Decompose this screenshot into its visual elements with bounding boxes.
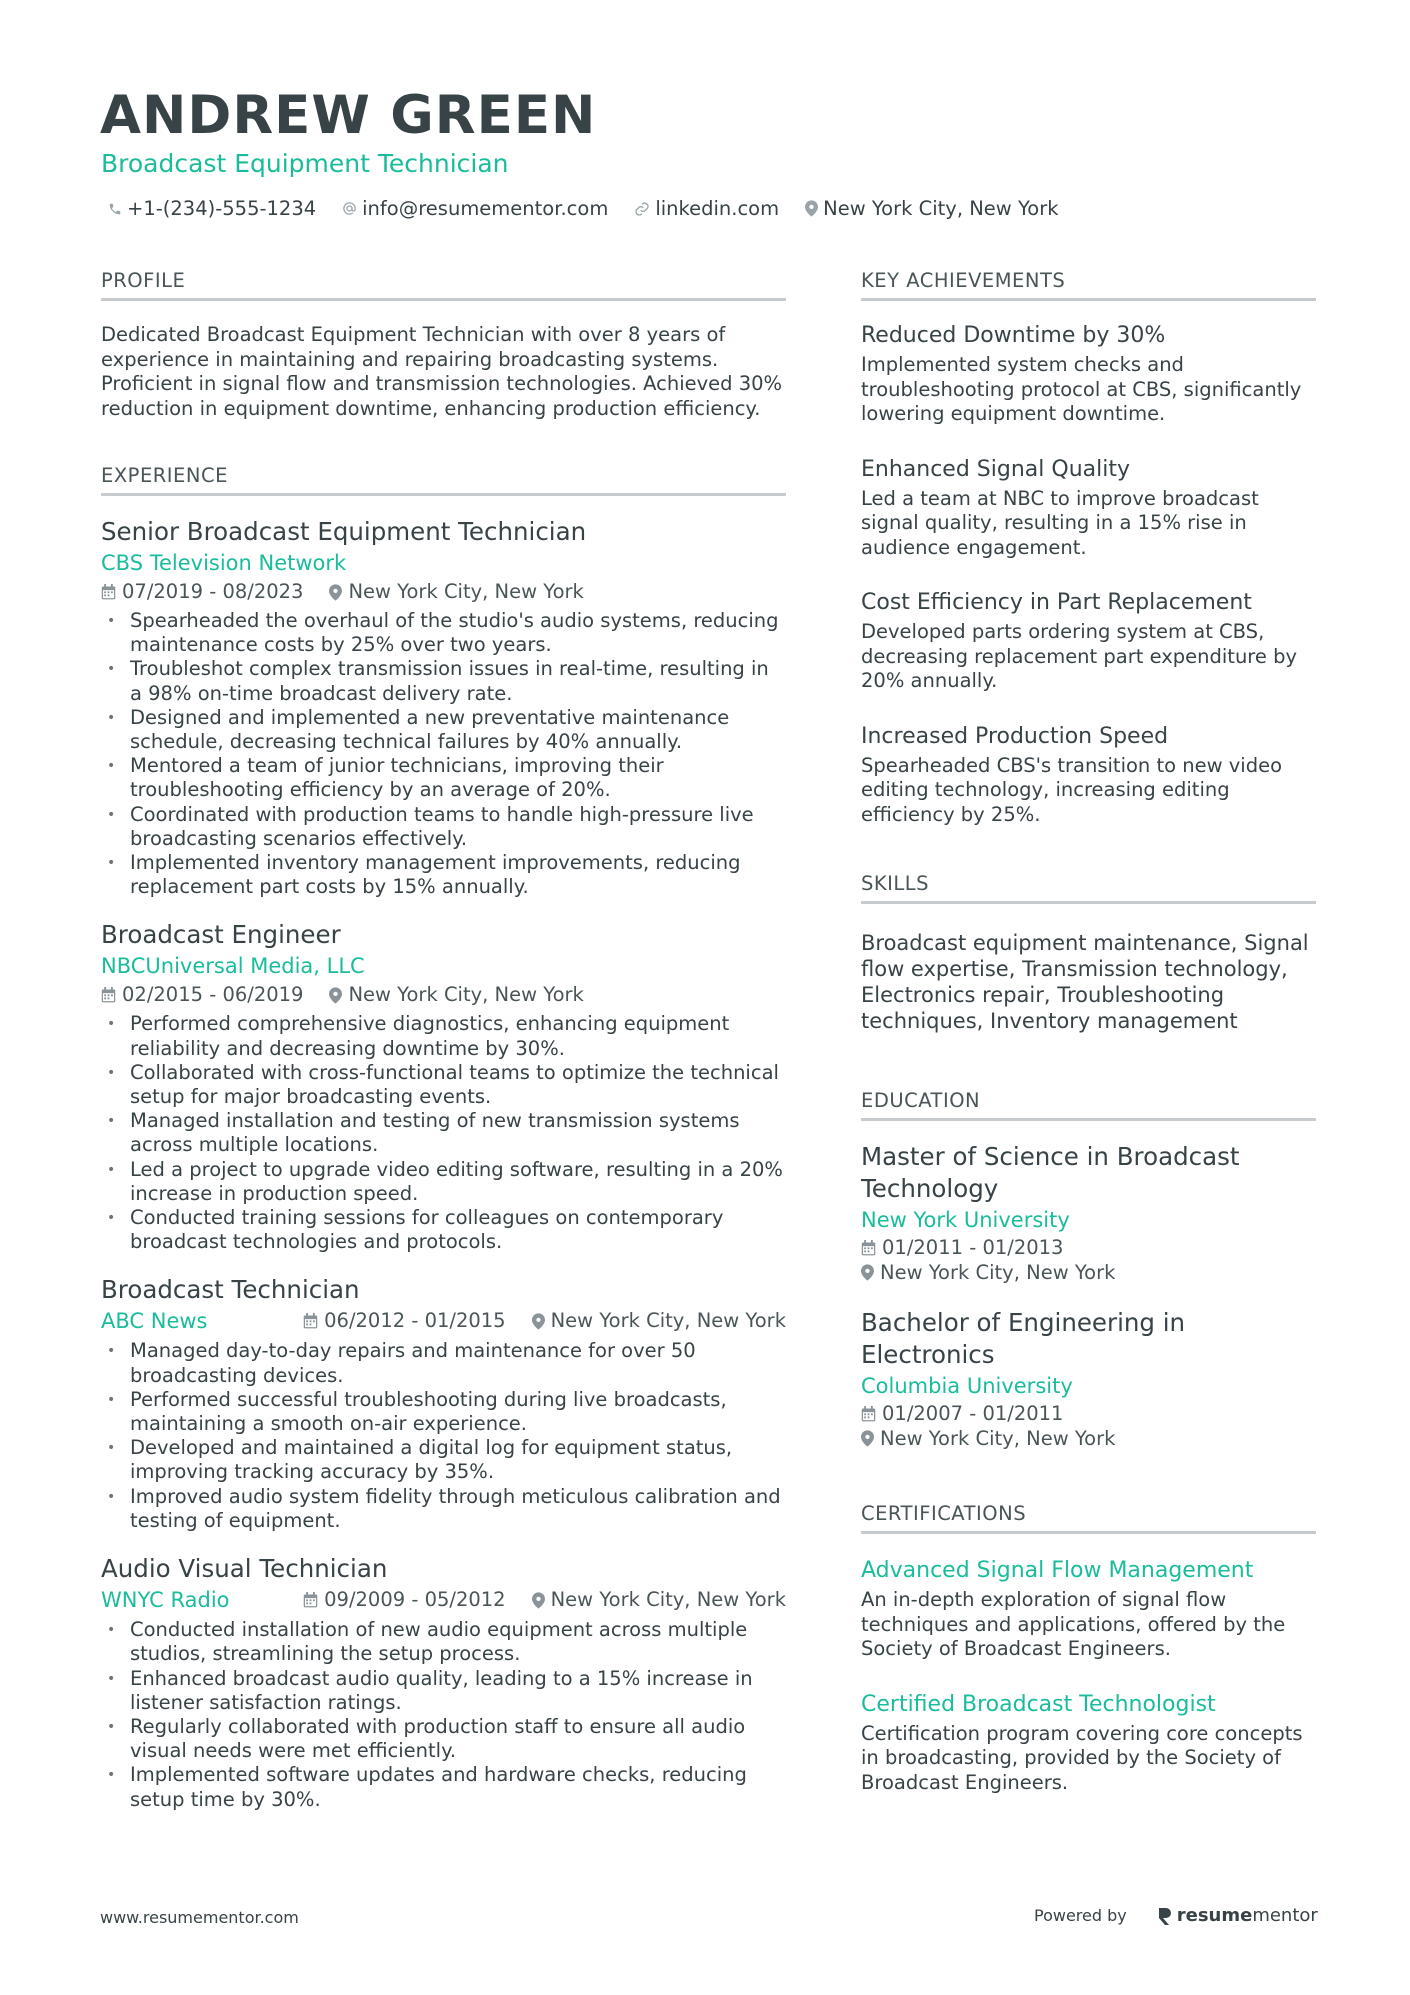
- section-heading-education: EDUCATION: [861, 1088, 1316, 1121]
- job-bullet: • Regularly collaborated with production staff to ensure all audio visual needs were met efficiently.: [101, 1715, 786, 1763]
- job-bullet: • Conducted installation of new audio equipment across multiple studios, streamlining the setup process.: [101, 1618, 786, 1666]
- job-title: Senior Broadcast Equipment Technician: [101, 517, 587, 546]
- job-bullet: • Mentored a team of junior technicians, improving their troubleshooting efficiency by an average of 20%.: [101, 754, 786, 802]
- job-location: New York City, New York: [348, 580, 584, 603]
- resumementor-logo-icon: [1157, 1906, 1173, 1926]
- education-location: New York City, New York: [880, 1261, 1116, 1284]
- achievements-section: [861, 268, 1316, 827]
- candidate-title: Broadcast Equipment Technician: [101, 149, 509, 178]
- achievement-title: Reduced Downtime by 30%: [861, 323, 1166, 348]
- job-bullet: • Developed and maintained a digital log for equipment status, improving tracking accuracy by 35%.: [101, 1436, 786, 1484]
- job-bullet: • Spearheaded the overhaul of the studio's audio systems, reducing maintenance costs by 25% over two years.: [101, 609, 786, 657]
- section-heading-certifications: CERTIFICATIONS: [861, 1501, 1316, 1534]
- calendar-icon: [303, 1592, 318, 1608]
- job-meta: [101, 1306, 786, 1336]
- certification-desc: An in-depth exploration of signal flow techniques and applications, offered by the Society of Broadcast Engineers.: [861, 1588, 1286, 1660]
- job-bullet: • Designed and implemented a new preventative maintenance schedule, decreasing technical failures by 40% annually.: [101, 706, 786, 754]
- contact-location: [805, 197, 1058, 220]
- job-company: ABC News: [101, 1309, 208, 1334]
- powered-by-label: Powered by: [1034, 1906, 1127, 1925]
- phone-icon: [108, 202, 122, 216]
- achievement-desc: Led a team at NBC to improve broadcast signal quality, resulting in a 15% rise in audience engagement.: [861, 486, 1259, 559]
- achievement-item: [861, 321, 1316, 427]
- job-title: Audio Visual Technician: [101, 1554, 388, 1584]
- job-bullet: • Collaborated with cross-functional teams to optimize the technical setup for major broadcasting events.: [101, 1061, 786, 1109]
- job-entry: [101, 516, 786, 899]
- link-icon: [634, 201, 650, 217]
- job-dates: 07/2019 - 08/2023: [122, 580, 304, 603]
- section-heading-skills: SKILLS: [861, 871, 1316, 904]
- achievement-desc: Implemented system checks and troubleshooting protocol at CBS, significantly lowering equipment downtime.: [861, 353, 1302, 425]
- location-pin-icon: [329, 584, 342, 601]
- skills-section: [861, 871, 1316, 1034]
- profile-text: Dedicated Broadcast Equipment Technician with over 8 years of experience in maintaining and repairing broadcasting systems. Proficient in signal flow and transmission technologies. Achieved 30% reduction in equipment downtime, enhancing production efficiency.: [101, 323, 783, 420]
- job-bullet: • Implemented software updates and hardware checks, reducing setup time by 30%.: [101, 1763, 786, 1811]
- job-meta: [101, 1585, 786, 1615]
- location-pin-icon: [861, 1264, 874, 1281]
- at-icon: [342, 201, 357, 216]
- left-column: [101, 268, 786, 1812]
- education-school: Columbia University: [861, 1374, 1073, 1398]
- location-pin-icon: [532, 1313, 545, 1330]
- job-meta: [101, 981, 786, 1009]
- section-heading-achievements: KEY ACHIEVEMENTS: [861, 268, 1316, 301]
- section-heading-profile: PROFILE: [101, 268, 786, 301]
- calendar-icon: [101, 987, 116, 1003]
- achievement-item: [861, 455, 1316, 561]
- job-bullet: • Performed successful troubleshooting during live broadcasts, maintaining a smooth on-air experience.: [101, 1388, 786, 1436]
- job-company: WNYC Radio: [101, 1588, 230, 1613]
- certification-title: Certified Broadcast Technologist: [861, 1691, 1216, 1717]
- skills-text: Broadcast equipment maintenance, Signal flow expertise, Transmission technology, Electronics repair, Troubleshooting techniques, Inventory management: [861, 931, 1309, 1033]
- calendar-icon: [861, 1406, 876, 1422]
- job-location: New York City, New York: [550, 1588, 786, 1612]
- job-bullets: [101, 1339, 786, 1533]
- achievement-title: Increased Production Speed: [861, 723, 1169, 749]
- education-item: [861, 1141, 1316, 1285]
- linkedin-text: linkedin.com: [655, 197, 780, 220]
- job-entry: [101, 1553, 786, 1812]
- right-column: [861, 268, 1316, 1795]
- contact-linkedin[interactable]: [634, 197, 779, 220]
- job-meta: [101, 578, 786, 606]
- job-bullet: • Managed installation and testing of new transmission systems across multiple locations.: [101, 1109, 786, 1157]
- job-title: Broadcast Engineer: [101, 920, 341, 950]
- job-location: New York City, New York: [550, 1309, 786, 1333]
- brand-name-bold: resume: [1176, 1905, 1253, 1926]
- location-pin-icon: [805, 200, 818, 217]
- job-bullet: • Troubleshot complex transmission issues in real-time, resulting in a 98% on-time broadcast delivery rate.: [101, 657, 786, 705]
- education-dates: 01/2011 - 01/2013: [882, 1236, 1064, 1259]
- calendar-icon: [101, 584, 116, 600]
- achievement-desc: Spearheaded CBS's transition to new video editing technology, increasing editing efficiency by 25%.: [861, 753, 1283, 826]
- job-bullet: • Coordinated with production teams to handle high-pressure live broadcasting scenarios effectively.: [101, 803, 786, 851]
- footer-powered-by: [1034, 1905, 1318, 1926]
- profile-section: [101, 268, 786, 421]
- location-pin-icon: [532, 1592, 545, 1609]
- experience-section: [101, 463, 786, 1812]
- calendar-icon: [303, 1313, 318, 1329]
- phone-text: +1-(234)-555-1234: [127, 197, 317, 220]
- education-school: New York University: [861, 1208, 1070, 1232]
- job-bullet: • Performed comprehensive diagnostics, enhancing equipment reliability and decreasing downtime by 30%.: [101, 1012, 786, 1060]
- achievement-item: [861, 588, 1316, 694]
- job-entry: [101, 919, 786, 1254]
- achievement-title: Enhanced Signal Quality: [861, 456, 1130, 482]
- achievement-title: Cost Efficiency in Part Replacement: [861, 590, 1252, 615]
- certification-item: [861, 1690, 1316, 1796]
- job-bullets: [101, 1012, 786, 1254]
- job-location: New York City, New York: [348, 983, 584, 1007]
- job-bullet: • Implemented inventory management improvements, reducing replacement part costs by 15% annually.: [101, 851, 786, 899]
- location-pin-icon: [861, 1430, 874, 1447]
- education-section: [861, 1088, 1316, 1451]
- job-title: Broadcast Technician: [101, 1275, 360, 1305]
- education-item: [861, 1307, 1316, 1451]
- certification-title: Advanced Signal Flow Management: [861, 1558, 1254, 1583]
- contact-bar: [108, 197, 1085, 220]
- email-text: info@resumementor.com: [362, 197, 609, 220]
- candidate-name: ANDREW GREEN: [100, 85, 597, 146]
- job-dates: 02/2015 - 06/2019: [122, 983, 304, 1007]
- education-degree: Master of Science in Broadcast Technology: [861, 1142, 1240, 1203]
- job-bullet: • Managed day-to-day repairs and maintenance for over 50 broadcasting devices.: [101, 1339, 786, 1387]
- certification-desc: Certification program covering core concepts in broadcasting, provided by the Society of Broadcast Engineers.: [861, 1721, 1303, 1794]
- footer-url[interactable]: www.resumementor.com: [100, 1908, 299, 1927]
- job-bullets: [101, 609, 786, 899]
- job-entry: [101, 1274, 786, 1533]
- achievement-item: [861, 722, 1316, 828]
- certifications-section: [861, 1501, 1316, 1795]
- job-bullet: • Improved audio system fidelity through meticulous calibration and testing of equipment.: [101, 1485, 786, 1533]
- job-dates: 09/2009 - 05/2012: [324, 1588, 506, 1612]
- job-dates: 06/2012 - 01/2015: [324, 1309, 506, 1333]
- location-pin-icon: [329, 987, 342, 1004]
- job-company: CBS Television Network: [101, 551, 347, 575]
- brand-logo[interactable]: [1157, 1905, 1318, 1926]
- job-bullet: • Conducted training sessions for colleagues on contemporary broadcast technologies and protocols.: [101, 1206, 786, 1254]
- education-location: New York City, New York: [880, 1427, 1116, 1450]
- brand-name-light: mentor: [1252, 1905, 1318, 1926]
- contact-email[interactable]: [342, 197, 608, 220]
- contact-phone[interactable]: [108, 197, 316, 220]
- calendar-icon: [861, 1240, 876, 1256]
- section-heading-experience: EXPERIENCE: [101, 463, 786, 496]
- job-bullets: [101, 1618, 786, 1812]
- job-bullet: • Led a project to upgrade video editing software, resulting in a 20% increase in production speed.: [101, 1158, 786, 1206]
- location-text: New York City, New York: [823, 197, 1059, 220]
- education-degree: Bachelor of Engineering in Electronics: [861, 1308, 1186, 1369]
- job-bullet: • Enhanced broadcast audio quality, leading to a 15% increase in listener satisfaction ratings.: [101, 1667, 786, 1715]
- achievement-desc: Developed parts ordering system at CBS, decreasing replacement part expenditure by 20% annually.: [861, 620, 1298, 692]
- job-company: NBCUniversal Media, LLC: [101, 954, 365, 979]
- education-dates: 01/2007 - 01/2011: [882, 1402, 1064, 1425]
- certification-item: [861, 1556, 1316, 1662]
